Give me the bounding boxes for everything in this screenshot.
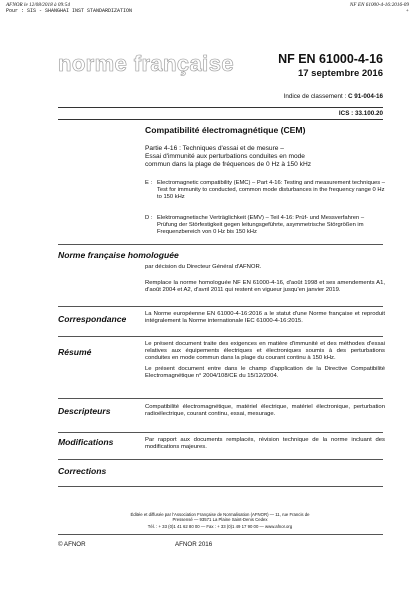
title-french-line: commun dans la plage de fréquences de 0 Hz à 150 kHz	[145, 161, 312, 168]
standard-date: 17 septembre 2016	[297, 68, 383, 79]
language-code: D :	[145, 215, 153, 221]
index-value: C 91-004-16	[347, 93, 383, 100]
homologuee-heading: Norme française homologuée	[58, 250, 179, 260]
title-english	[145, 180, 385, 201]
divider	[58, 398, 383, 399]
divider	[58, 534, 383, 535]
ics-code: ICS : 33.100.20	[338, 110, 383, 117]
divider	[58, 336, 383, 337]
document-reference: NF EN 61000-4-16:2016-09	[349, 2, 409, 8]
homologuee-replaces: Remplace la norme homologuée NF EN 61000-4-16, d'août 1998 et ses amendements A1, d'août 2004 et A2, d'avril 2011 qui restent en vigueur jusqu'en janvier 2019.	[145, 280, 385, 293]
title-german	[145, 215, 385, 236]
divider	[58, 244, 383, 245]
resume-paragraph: Le présent document traite des exigences en matière d'immunité et des méthodes d'essai relatives aux équipements électriques et électroniques soumis à des perturbations conduites en mode commun dans la plage du courant continu à 150 kHz.	[145, 341, 385, 361]
title-german-text: Elektromagnetische Verträglichkeit (EMV) – Teil 4-16: Prüf- und Messverfahren – Prüfung der Störfestigkeit gegen leitungsgeführte, asymmetrische Störgrößen im Frequenzbereich von 0 Hz bis 150 kHz	[157, 215, 365, 235]
language-code: E :	[145, 180, 153, 186]
divider	[58, 432, 383, 433]
modifications-heading: Modifications	[58, 437, 114, 447]
divider	[58, 306, 383, 307]
standard-number: NF EN 61000-4-16	[278, 52, 383, 66]
modifications-text: Par rapport aux documents remplacés, révision technique de la norme incluant des modifications majeures.	[145, 437, 385, 450]
divider	[58, 119, 383, 120]
divider	[58, 486, 383, 487]
print-stamp-left	[6, 2, 132, 14]
homologuee-decision: par décision du Directeur Général d'AFNOR.	[145, 264, 262, 270]
corrections-heading: Corrections	[58, 466, 107, 476]
title-french-line: Partie 4-16 : Techniques d'essai et de mesure –	[145, 145, 284, 152]
print-stamp-right	[350, 2, 409, 14]
divider	[58, 459, 383, 460]
publisher-contact: Tél. : + 33 (0)1 41 62 80 00 — Fax : + 33 (0)1 49 17 90 00 — www.afnor.org	[147, 524, 293, 529]
correspondance-heading: Correspondance	[58, 314, 127, 324]
document-title: Compatibilité électromagnétique (CEM)	[145, 125, 306, 135]
classification-index	[284, 93, 383, 100]
descripteurs-text: Compatibilité électromagnétique, matériel électrique, matériel électronique, perturbation radioélectrique, courant continu, essai, mesurage.	[145, 404, 385, 417]
publisher-year: AFNOR 2016	[175, 541, 213, 548]
title-french	[145, 145, 385, 169]
publisher-address: Éditée et diffusée par l'Association Française de Normalisation (AFNOR) — 11, rue Francis de Pressensé — 93571 La Plaine Saint-Denis Cedex	[130, 512, 310, 523]
print-recipient: Pour : SIS - SHANGHAI INST STANDARDIZATION	[6, 8, 133, 14]
resume-paragraph: Le présent document entre dans le champ d'application de la Directive Compatibilité Electromagnétique n° 2004/108/CE du 15/12/2004.	[145, 366, 385, 379]
header-mark: +	[405, 8, 409, 14]
descripteurs-heading: Descripteurs	[58, 406, 111, 416]
norme-francaise-logo: norme française	[58, 51, 234, 76]
print-date: AFNOR le 12/08/2018 à 09:54	[6, 2, 70, 8]
correspondance-text: La Norme européenne EN 61000-4-16:2016 a le statut d'une Norme française et reproduit intégralement la Norme internationale IEC 61000-4-16:2015.	[145, 311, 385, 324]
resume-text	[145, 341, 385, 380]
title-english-text: Electromagnetic compatibility (EMC) – Part 4-16: Testing and measurement techniques – Test for immunity to conducted, common mode disturbances in the frequency range 0 Hz to 150 kHz	[157, 180, 386, 200]
title-french-line: Essai d'immunité aux perturbations conduites en mode	[145, 153, 305, 160]
resume-heading: Résumé	[58, 347, 92, 357]
copyright: © AFNOR	[58, 541, 86, 548]
index-label: Indice de classement :	[283, 93, 348, 100]
divider	[58, 107, 383, 108]
